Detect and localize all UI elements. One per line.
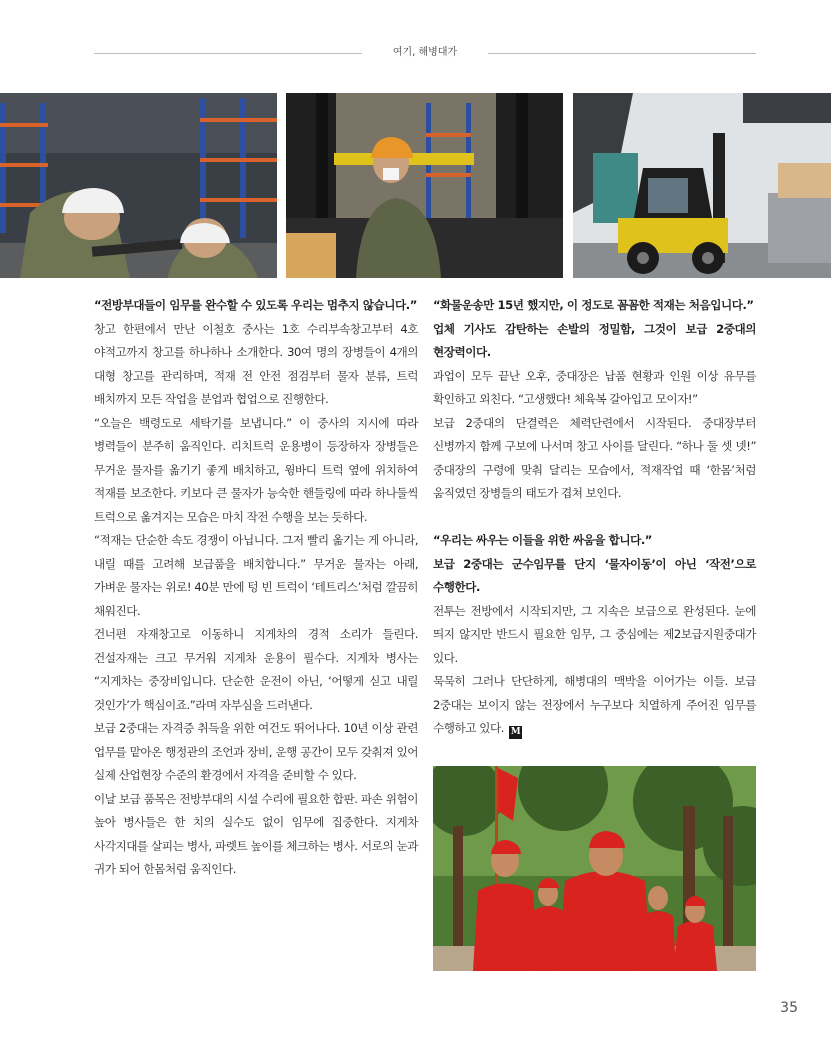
section-gap	[433, 506, 756, 530]
quote-heading-3: “우리는 싸우는 이들을 위한 싸움을 합니다.”	[433, 533, 652, 547]
body-paragraph: 건너편 자재창고로 이동하니 지게차의 경적 소리가 들린다. 건설자재는 크고 무거워 지게차 운용이 필수다. 지게차 병사는 “지게차는 중장비입니다. 단순한 운전이 아닌, ‘어떻게 싣고 내릴 것인가’가 핵심이죠.”라며 자부심을 드러낸다.	[94, 627, 418, 712]
quote-heading-1: “전방부대들이 임무를 완수할 수 있도록 우리는 멈추지 않습니다.”	[94, 298, 417, 312]
quote-heading-2: “화물운송만 15년 했지만, 이 정도로 꼼꼼한 적재는 처음입니다.”	[433, 298, 754, 312]
body-paragraph: 보급 2중대의 단결력은 체력단련에서 시작된다. 중대장부터 신병까지 함께 구보에 나서며 창고 사이를 달린다. “하나 둘 셋 넷!” 중대장의 구령에 맞춰 달리는 모습에서, 적재작업 때 ‘한몸’처럼 움직였던 장병들의 태도가 겹쳐 보인다.	[433, 415, 756, 500]
page-number: 35	[780, 1000, 798, 1016]
body-paragraph: 창고 한편에서 만난 이철호 중사는 1호 수리부속창고부터 4호 야적고까지 창고를 하나하나 소개한다. 30여 명의 장병들이 4개의 대형 창고를 관리하며, 적재 전 안전 점검부터 물자 분류, 트럭 배치까지 모든 작업을 분업과 협업으로 진행한다.	[94, 321, 418, 406]
body-paragraph: 보급 2중대는 자격증 취득을 위한 여건도 뛰어나다. 10년 이상 관련 업무를 맡아온 행정관의 조언과 장비, 운행 공간이 모두 갖춰져 있어 실제 산업현장 수준의 환경에서 자격을 준비할 수 있다.	[94, 721, 418, 782]
header-rule-right	[488, 53, 756, 54]
body-paragraph: “적재는 단순한 속도 경쟁이 아닙니다. 그저 빨리 옮기는 게 아니라, 내릴 때를 고려해 보급품을 배치합니다.” 무거운 물자는 아래, 가벼운 물자는 위로! 40분 만에 텅 빈 트럭이 ‘테트리스’처럼 깔끔히 채워진다.	[94, 533, 418, 618]
subheading: 업체 기사도 감탄하는 손발의 정밀함, 그것이 보급 2중대의 현장력이다.	[433, 321, 756, 359]
photo-marines-running	[433, 766, 756, 971]
body-paragraph: “오늘은 백령도로 세탁기를 보냅니다.” 이 중사의 지시에 따라 병력들이 분주히 움직인다. 리치트럭 운용병이 등장하자 장병들은 무거운 물자를 옮기기 좋게 배치하고, 윙바디 트럭 옆에 위치하여 적재를 보조한다. 키보다 큰 물자가 능숙한 핸들링에 따라 하나둘씩 트럭으로 옮겨지는 모습은 마치 작전 수행을 보는 듯하다.	[94, 415, 418, 524]
photo-forklift-loading-truck	[573, 93, 831, 278]
article-column-right	[433, 294, 756, 741]
article-column-left	[94, 294, 418, 882]
final-paragraph-text: 묵묵히 그러나 단단하게, 해병대의 맥박을 이어가는 이들. 보급 2중대는 보이지 않는 전장에서 누구보다 치열하게 주어진 임무를 수행하고 있다.	[433, 674, 756, 735]
body-paragraph: 과업이 모두 끝난 오후, 중대장은 납품 현황과 인원 이상 유무를 확인하고 외친다. “고생했다! 체육복 갈아입고 모이자!”	[433, 368, 756, 406]
subheading: 보급 2중대는 군수임무를 단지 ‘물자이동’이 아닌 ‘작전’으로 수행한다.	[433, 556, 756, 594]
photo-marines-checking-tablet	[0, 93, 277, 278]
header-rule-left	[94, 53, 362, 54]
body-paragraph-final	[433, 670, 756, 741]
body-paragraph: 이날 보급 품목은 전방부대의 시설 수리에 필요한 합판. 파손 위험이 높아 병사들은 한 치의 실수도 없이 임무에 집중한다. 지게차 사각지대를 살피는 병사, 파렛트 높이를 체크하는 병사. 서로의 눈과 귀가 되어 한몸처럼 움직인다.	[94, 791, 418, 876]
photo-forklift-operator	[286, 93, 563, 278]
section-header	[94, 45, 756, 61]
body-paragraph: 전투는 전방에서 시작되지만, 그 지속은 보급으로 완성된다. 눈에 띄지 않지만 반드시 필요한 임무, 그 중심에는 제2보급지원중대가 있다.	[433, 603, 756, 665]
end-mark-icon: M	[510, 727, 521, 737]
section-title: 여기, 해병대가	[392, 47, 458, 58]
